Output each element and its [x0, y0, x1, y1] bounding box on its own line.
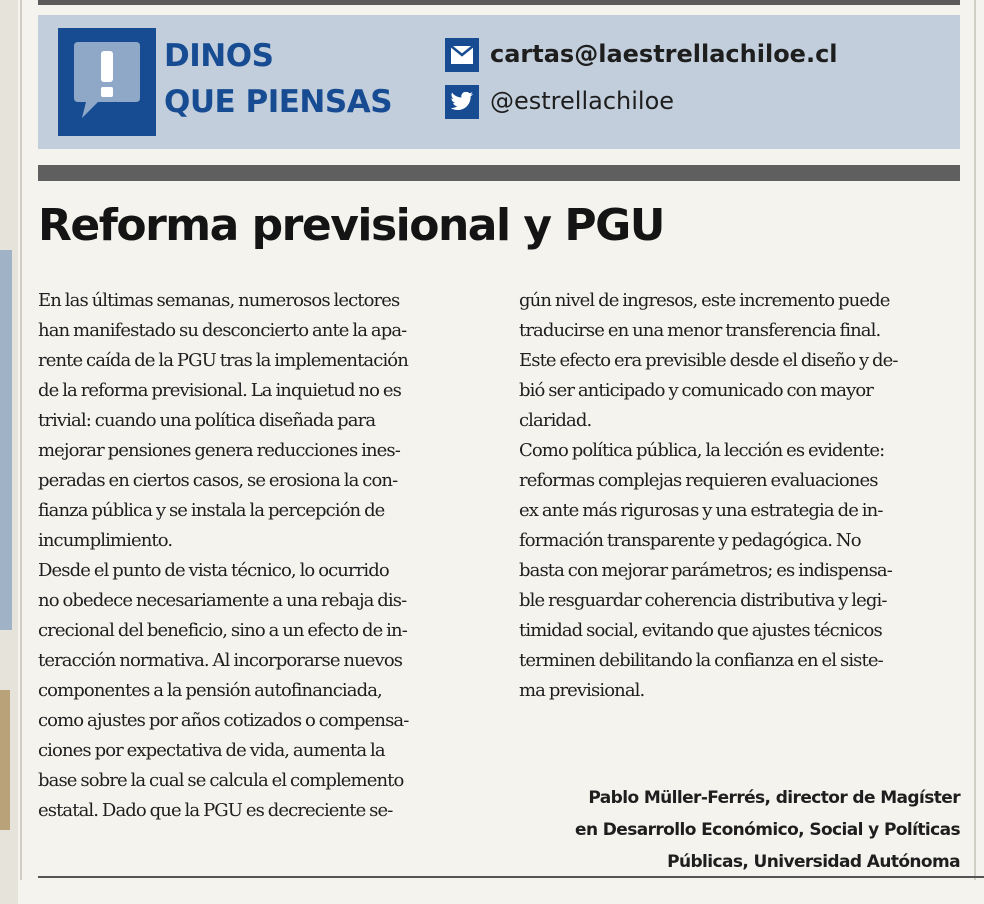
- article-text-line: base sobre la cual se calcula el complemento: [38, 770, 404, 791]
- section-title-line2: QUE PIENSAS: [164, 84, 393, 120]
- signature-line: en Desarrollo Económico, Social y Políticas: [575, 820, 960, 840]
- letters-section-header: [38, 15, 960, 149]
- section-divider-bar: [38, 165, 960, 181]
- article-text-line: basta con mejorar parámetros; es indispensa-: [519, 560, 892, 581]
- envelope-icon: [445, 38, 479, 72]
- signature-line: Pablo Müller-Ferrés, director de Magíster: [588, 788, 960, 808]
- adjacent-page-edge: [0, 0, 18, 904]
- article-text-line: gún nivel de ingresos, este incremento puede: [519, 290, 890, 311]
- article-text-line: incumplimiento.: [38, 530, 173, 551]
- article-text-line: rente caída de la PGU tras la implementación: [38, 350, 408, 371]
- bottom-rule: [38, 876, 984, 878]
- article-text-line: teracción normativa. Al incorporarse nuevos: [38, 650, 403, 671]
- article-text-line: componentes a la pensión autofinanciada,: [38, 680, 382, 701]
- article-text-line: formación transparente y pedagógica. No: [519, 530, 861, 551]
- article-text-line: bió ser anticipado y comunicado con mayor: [519, 380, 873, 401]
- article-text-line: ble resguardar coherencia distributiva y legi-: [519, 590, 887, 611]
- article-text-line: terminen debilitando la confianza en el siste-: [519, 650, 883, 671]
- signature-line: Públicas, Universidad Autónoma: [667, 852, 960, 872]
- exclamation-speech-bubble-icon: [58, 28, 156, 136]
- left-column-rule: [20, 0, 22, 880]
- article-text-line: de la reforma previsional. La inquietud no es: [38, 380, 401, 401]
- twitter-handle[interactable]: @estrellachiloe: [490, 87, 675, 115]
- article-text-line: estatal. Dado que la PGU es decreciente se-: [38, 800, 393, 821]
- twitter-bird-icon: [445, 85, 479, 119]
- section-title: [164, 33, 404, 125]
- article-column-1: [38, 286, 408, 826]
- article-text-line: mejorar pensiones genera reducciones ines-: [38, 440, 400, 461]
- article-text-line: Este efecto era previsible desde el diseño y de-: [519, 350, 898, 371]
- section-title-line1: DINOS: [164, 38, 274, 74]
- article-text-line: timidad social, evitando que ajustes técnicos: [519, 620, 882, 641]
- email-address[interactable]: cartas@laestrellachiloe.cl: [490, 40, 838, 68]
- article-text-line: fianza pública y se instala la percepción de: [38, 500, 385, 521]
- author-signature: [500, 782, 960, 878]
- right-column-rule: [974, 0, 976, 880]
- article-text-line: trivial: cuando una política diseñada para: [38, 410, 376, 431]
- top-divider-bar: [38, 0, 960, 5]
- article-title: Reforma previsional y PGU: [38, 200, 664, 251]
- article-text-line: crecional del beneficio, sino a un efecto de in-: [38, 620, 407, 641]
- article-text-line: ciones por expectativa de vida, aumenta la: [38, 740, 385, 761]
- article-text-line: En las últimas semanas, numerosos lectores: [38, 290, 400, 311]
- article-text-line: no obedece necesariamente a una rebaja dis-: [38, 590, 407, 611]
- article-text-line: han manifestado su desconcierto ante la apa-: [38, 320, 407, 341]
- article-text-line: reformas complejas requieren evaluaciones: [519, 470, 878, 491]
- article-text-line: claridad.: [519, 410, 592, 431]
- article-text-line: traducirse en una menor transferencia final.: [519, 320, 881, 341]
- article-column-2: [519, 286, 898, 706]
- speech-bubble-svg: [72, 40, 142, 124]
- article-text-line: ma previsional.: [519, 680, 645, 701]
- article-text-line: como ajustes por años cotizados o compensa-: [38, 710, 409, 731]
- article-text-line: ex ante más rigurosas y una estrategia de in-: [519, 500, 883, 521]
- article-text-line: Desde el punto de vista técnico, lo ocurrido: [38, 560, 389, 581]
- article-text-line: peradas en ciertos casos, se erosiona la con-: [38, 470, 398, 491]
- article-text-line: Como política pública, la lección es evidente:: [519, 440, 885, 461]
